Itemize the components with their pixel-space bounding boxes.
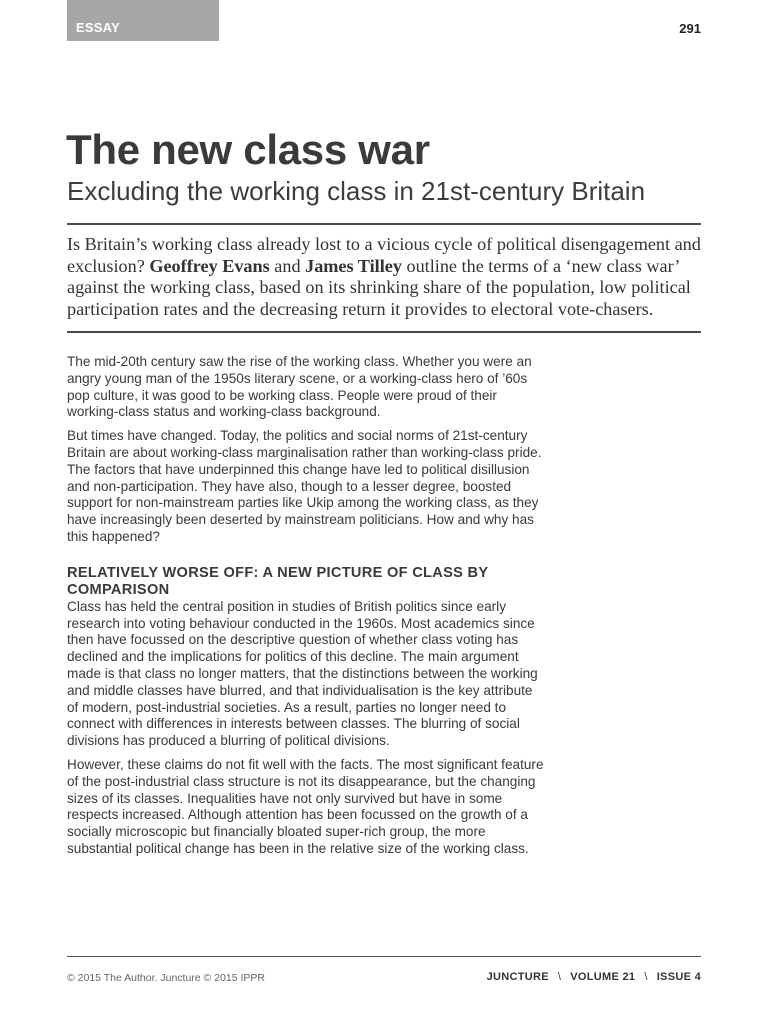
standfirst-text: outline the terms of a ‘new class war’ against the working class, based on its shrinking share of the population, low political participation rates and the decreasing return it provides to electoral vote-chasers. [67, 255, 691, 319]
article-subtitle: Excluding the working class in 21st-century Britain [67, 176, 646, 206]
footer-divider [67, 956, 701, 957]
section-heading: RELATIVELY WORSE OFF: A NEW PICTURE OF CLASS BY COMPARISON [67, 564, 489, 598]
section-tab [67, 0, 219, 41]
author-name: Geoffrey Evans [149, 255, 270, 276]
body-paragraph: The mid-20th century saw the rise of the working class. Whether you were an angry young man of the 1950s literary scene, or a working-class hero of ’60s pop culture, it was good to be working class. People were proud of their working-class status and working-class background. [67, 354, 532, 420]
journal-name: JUNCTURE [486, 971, 549, 983]
standfirst-divider [67, 331, 701, 333]
separator: \ [557, 971, 562, 983]
article-body [67, 354, 547, 865]
standfirst-conjunction: and [269, 255, 306, 276]
standfirst [67, 234, 707, 320]
issue-label: ISSUE 4 [656, 971, 701, 983]
separator: \ [644, 971, 648, 983]
section-label: ESSAY [76, 20, 120, 35]
top-divider [67, 223, 701, 225]
body-paragraph: However, these claims do not fit well with the facts. The most significant feature of the post-industrial class structure is not its disappearance, but the changing sizes of its classes. Inequalities have not only survived but have in some respects increased. Although attention has been focussed on the growth of a socially microscopic but financially bloated super-rich group, the more substantial political change has been in the relative size of the working class. [67, 756, 544, 856]
volume-label: VOLUME 21 [570, 971, 636, 983]
copyright-notice: © 2015 The Author. Juncture © 2015 IPPR [67, 972, 265, 984]
journal-info [487, 971, 701, 983]
article-title: The new class war [66, 126, 430, 173]
body-paragraph: Class has held the central position in studies of British politics since early research into voting behaviour conducted in the 1960s. Most academics since then have focussed on the descriptive question of whether class voting has declined and the implications for politics of this decline. The main argument made is that class no longer matters, that the distinctions between the working and middle classes have blurred, and that individualisation is the key attribute of modern, post-industrial societies. As a result, parties no longer need to connect with differences in interests between classes. The blurring of social divisions has produced a blurring of political divisions. [67, 598, 538, 749]
standfirst-text: Is Britain’s working class already lost to a vicious cycle of political disengagement and exclusion? [67, 234, 701, 276]
body-paragraph: But times have changed. Today, the politics and social norms of 21st-century Britain are about working-class marginalisation rather than working-class pride. The factors that have underpinned this change have led to political disillusion and non-participation. They have also, though to a lesser degree, boosted support for non-mainstream parties like Ukip among the working class, as they have increasingly been deserted by mainstream politicians. How and why has this happened? [67, 428, 542, 544]
author-name: James Tilley [305, 255, 402, 276]
page-number: 291 [679, 21, 701, 36]
